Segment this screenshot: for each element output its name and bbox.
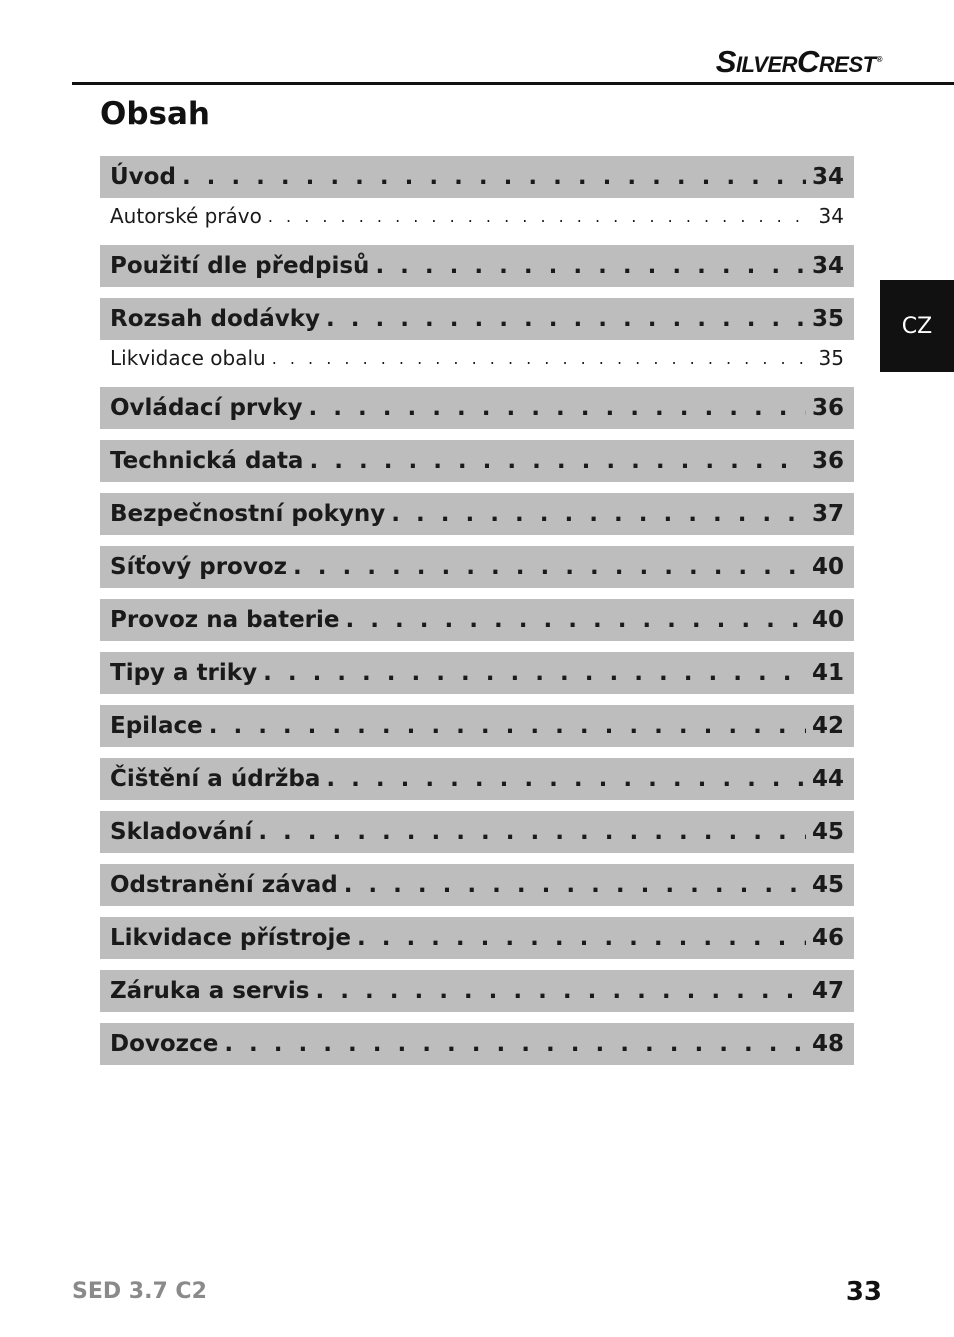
toc-entry-label: Likvidace obalu: [110, 346, 266, 370]
toc-entry-page: 42: [811, 713, 844, 739]
page-number: 33: [845, 1277, 882, 1307]
toc-entry[interactable]: [100, 1023, 854, 1065]
toc-leader-dots: [258, 819, 806, 845]
header-rule: [72, 82, 954, 85]
toc-entry-page: 35: [811, 306, 844, 332]
toc-entry-page: 34: [818, 204, 844, 228]
toc-entry-label: Epilace: [110, 713, 203, 739]
toc-subentry[interactable]: [100, 198, 854, 234]
toc-entry[interactable]: [100, 546, 854, 588]
toc-entry-label: Rozsah dodávky: [110, 306, 321, 332]
brand-logo: [716, 44, 882, 80]
toc-leader-dots: [272, 349, 813, 368]
toc-leader-dots: [375, 253, 806, 279]
toc-leader-dots: [293, 554, 806, 580]
toc-entry[interactable]: [100, 387, 854, 429]
toc-entry-label: Čištění a údržba: [110, 766, 321, 792]
toc-entry-page: 36: [811, 395, 844, 421]
toc-entry-label: Úvod: [110, 164, 176, 190]
toc-leader-dots: [309, 395, 806, 421]
toc-leader-dots: [391, 501, 806, 527]
toc-entry-label: Skladování: [110, 819, 253, 845]
toc-leader-dots: [315, 978, 806, 1004]
toc-leader-dots: [182, 164, 806, 190]
toc-entry-label: Likvidace přístroje: [110, 925, 351, 951]
toc-entry[interactable]: [100, 599, 854, 641]
page-title: Obsah: [100, 96, 210, 132]
brand-letter-s: S: [715, 44, 736, 79]
toc-entry-label: Síťový provoz: [110, 554, 288, 580]
toc-entry[interactable]: [100, 705, 854, 747]
toc-leader-dots: [326, 766, 806, 792]
toc-entry-label: Použití dle předpisů: [110, 253, 370, 279]
toc-leader-dots: [224, 1031, 806, 1057]
brand-part-ilver: ILVER: [735, 52, 798, 77]
toc-leader-dots: [357, 925, 806, 951]
toc-entry-label: Technická data: [110, 448, 304, 474]
toc-entry-label: Bezpečnostní pokyny: [110, 501, 386, 527]
toc-entry-page: 34: [811, 164, 844, 190]
toc-entry-page: 45: [811, 819, 844, 845]
toc-entry-page: 40: [811, 607, 844, 633]
toc-entry-page: 45: [811, 872, 844, 898]
model-number: SED 3.7 C2: [72, 1279, 207, 1304]
toc-entry-page: 35: [818, 346, 844, 370]
toc-entry-label: Odstranění závad: [110, 872, 338, 898]
toc-entry[interactable]: [100, 970, 854, 1012]
toc-entry-page: 36: [811, 448, 844, 474]
toc-entry[interactable]: [100, 864, 854, 906]
toc-entry-page: 40: [811, 554, 844, 580]
toc-leader-dots: [268, 207, 813, 226]
toc-entry-page: 46: [811, 925, 844, 951]
toc-leader-dots: [326, 306, 806, 332]
toc-leader-dots: [309, 448, 806, 474]
toc-entry[interactable]: [100, 493, 854, 535]
toc-entry[interactable]: [100, 652, 854, 694]
toc-leader-dots: [344, 872, 806, 898]
registered-mark: ®: [876, 55, 882, 64]
toc-entry[interactable]: [100, 245, 854, 287]
brand-part-rest: REST: [818, 52, 876, 77]
toc-entry[interactable]: [100, 758, 854, 800]
toc-entry[interactable]: [100, 917, 854, 959]
toc-entry[interactable]: [100, 440, 854, 482]
language-tab[interactable]: CZ: [880, 280, 954, 372]
toc-entry-page: 41: [811, 660, 844, 686]
toc-entry-label: Autorské právo: [110, 204, 262, 228]
toc-subentry[interactable]: [100, 340, 854, 376]
toc-entry-label: Dovozce: [110, 1031, 219, 1057]
toc-entry[interactable]: [100, 811, 854, 853]
toc-entry[interactable]: [100, 156, 854, 198]
toc-entry-label: Tipy a triky: [110, 660, 258, 686]
table-of-contents: [100, 156, 854, 1065]
brand-letter-c: C: [797, 44, 819, 79]
toc-entry-page: 47: [811, 978, 844, 1004]
toc-leader-dots: [209, 713, 806, 739]
toc-leader-dots: [346, 607, 806, 633]
toc-entry-page: 48: [811, 1031, 844, 1057]
toc-entry-page: 37: [811, 501, 844, 527]
toc-entry-label: Ovládací prvky: [110, 395, 303, 421]
toc-entry[interactable]: [100, 298, 854, 340]
toc-entry-label: Záruka a servis: [110, 978, 310, 1004]
toc-entry-page: 44: [811, 766, 844, 792]
toc-leader-dots: [263, 660, 806, 686]
toc-entry-label: Provoz na baterie: [110, 607, 340, 633]
toc-entry-page: 34: [811, 253, 844, 279]
